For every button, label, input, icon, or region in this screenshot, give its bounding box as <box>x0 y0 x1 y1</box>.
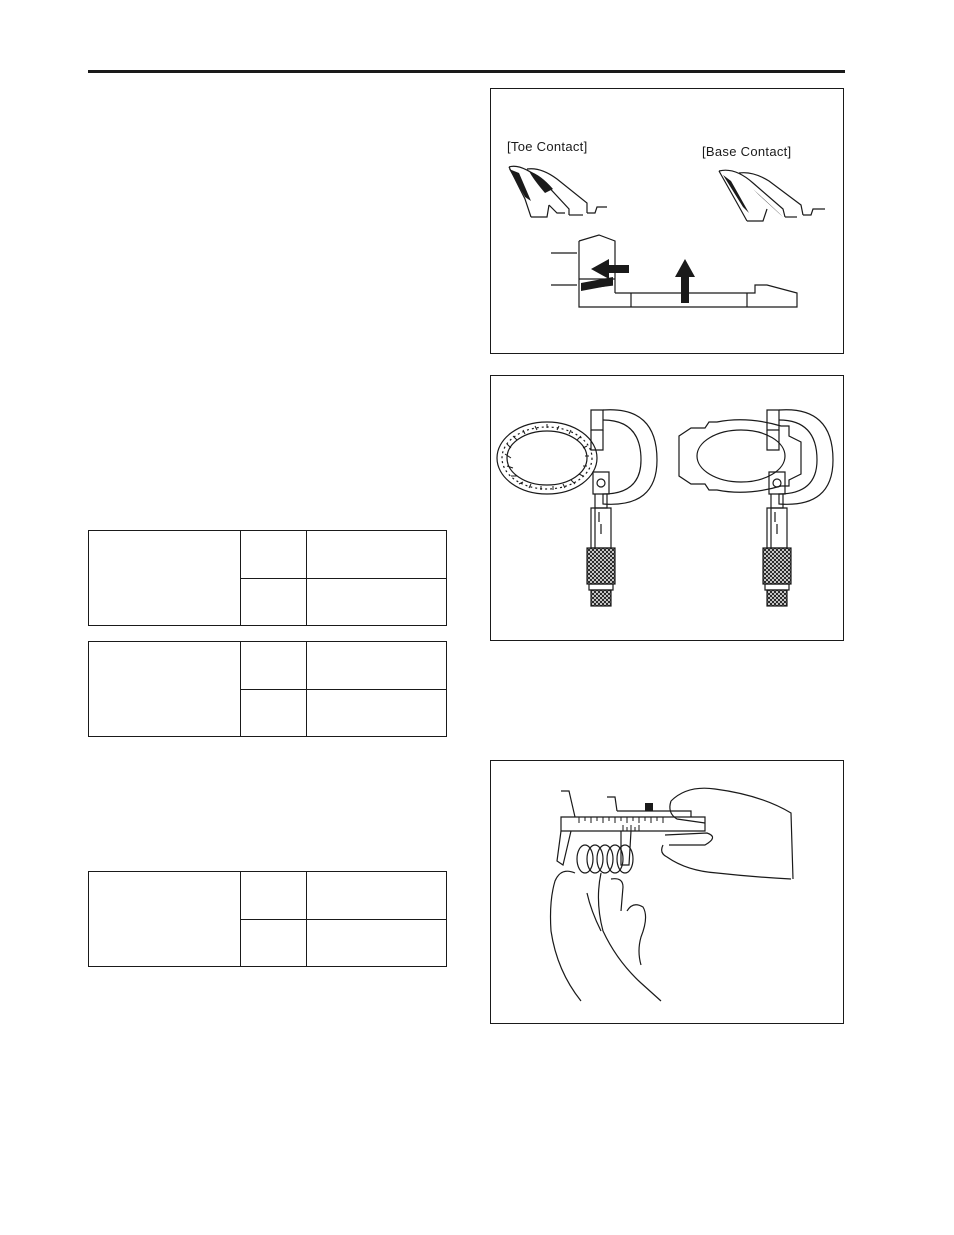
spec-table-1-value-cell-1 <box>307 531 447 579</box>
spec-table-2-value-cell-1 <box>307 642 447 690</box>
micrometer-drawing <box>491 376 843 640</box>
caliper-spring-figure <box>490 760 844 1024</box>
spec-table-1-label-cell-1 <box>241 531 307 579</box>
spec-table-3-item-cell <box>89 872 241 966</box>
base-contact-label: [Base Contact] <box>702 144 792 159</box>
spec-table-3-label-cell-2 <box>241 920 307 967</box>
spec-table-3-value-cell-1 <box>307 872 447 920</box>
spec-table-1-item-cell <box>89 531 241 625</box>
spec-table-2-value-cell-2 <box>307 690 447 737</box>
micrometer-figure <box>490 375 844 641</box>
spec-table-2-label-cell-1 <box>241 642 307 690</box>
caliper-drawing <box>491 761 843 1023</box>
spec-table-1-label-cell-2 <box>241 579 307 626</box>
spec-table-2-label-cell-2 <box>241 690 307 737</box>
gear-contact-drawing <box>491 89 843 353</box>
spec-table-1 <box>88 530 447 626</box>
header-rule <box>88 70 845 73</box>
spec-table-1-value-cell-2 <box>307 579 447 626</box>
gear-contact-figure <box>490 88 844 354</box>
spec-table-2-item-cell <box>89 642 241 736</box>
spec-table-3 <box>88 871 447 967</box>
spec-table-3-label-cell-1 <box>241 872 307 920</box>
spec-table-3-value-cell-2 <box>307 920 447 967</box>
toe-contact-label: [Toe Contact] <box>507 139 588 154</box>
spec-table-2 <box>88 641 447 737</box>
